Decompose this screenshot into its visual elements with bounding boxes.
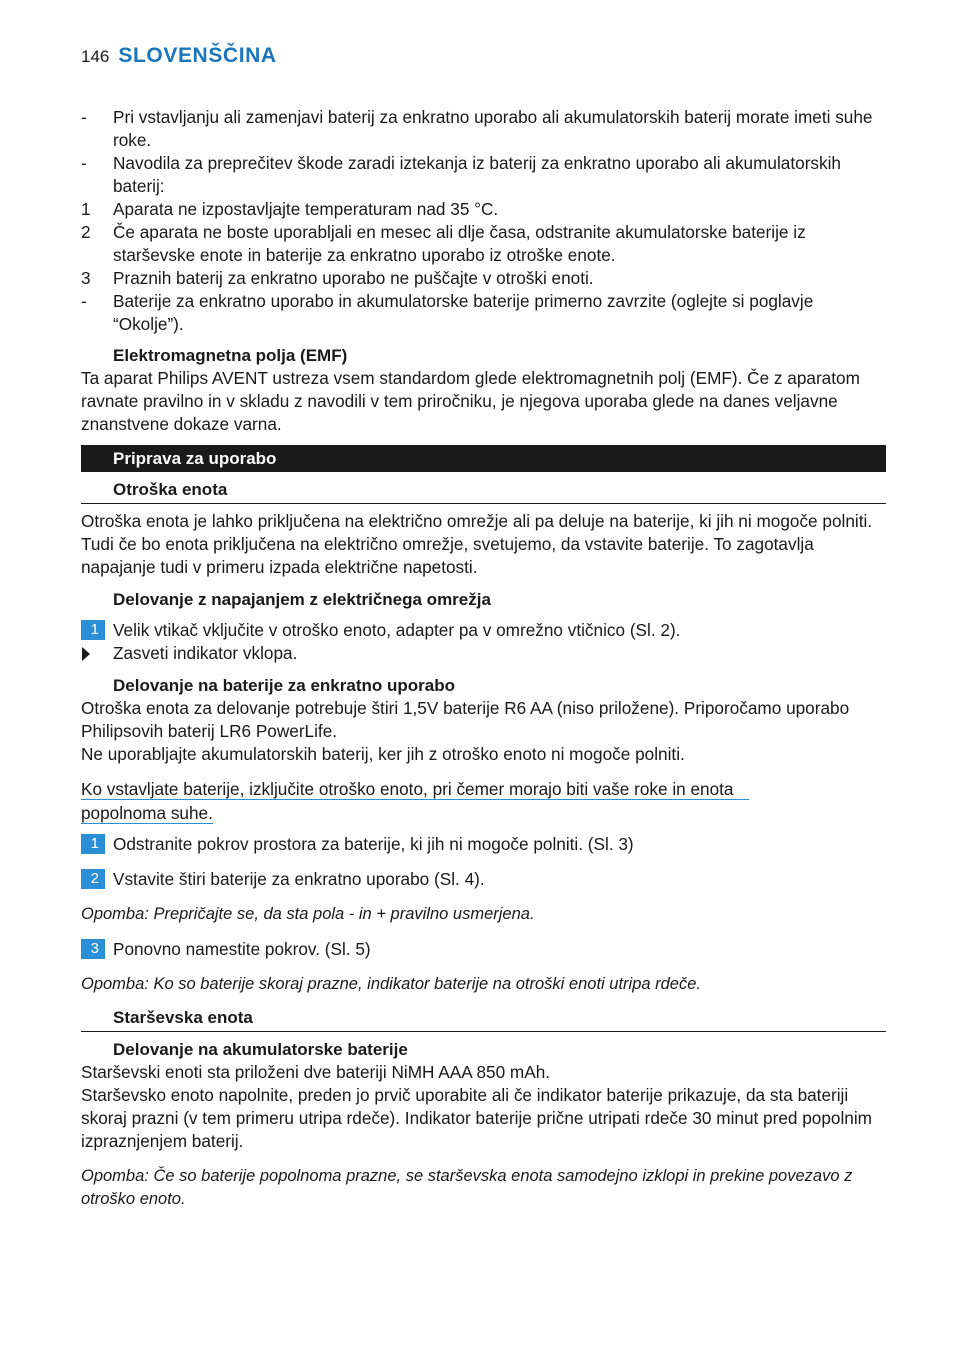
- list-item: [81, 267, 886, 290]
- step-text: Velik vtikač vključite v otroško enoto, adapter pa v omrežno vtičnico (Sl. 2).: [113, 620, 681, 640]
- note-low-battery: Opomba: Ko so baterije skoraj prazne, indikator baterije na otroški enoti utripa rdeče.: [81, 975, 701, 993]
- rechargeable-heading: Delovanje na akumulatorske baterije: [113, 1040, 408, 1059]
- note-polarity: Opomba: Prepričajte se, da sta pola - in + pravilno usmerjena.: [81, 905, 535, 923]
- list-item-text: Baterije za enkratno uporabo in akumulatorske baterije primerno zavrzite (oglejte si poglavje “Okolje”).: [113, 291, 814, 334]
- language-title: SLOVENŠČINA: [118, 44, 277, 67]
- list-marker: -: [81, 107, 87, 127]
- list-item-text: Praznih baterij za enkratno uporabo ne puščajte v otroški enoti.: [113, 268, 594, 288]
- disposable-text-1: Otroška enota za delovanje potrebuje štiri 1,5V baterije R6 AA (niso priložene). Priporočamo uporabo Philipsovih baterij LR6 PowerLife.: [81, 698, 850, 741]
- page-content: [81, 106, 886, 1211]
- parent-unit-text-1: Starševski enoti sta priloženi dve bateriji NiMH AAA 850 mAh.: [81, 1062, 551, 1082]
- warning-line-1: Ko vstavljate baterije, izključite otroško enoto, pri čemer morajo biti vaše roke in enota: [81, 779, 749, 800]
- step-number: 1: [81, 834, 105, 854]
- list-marker: -: [81, 291, 87, 311]
- warning-line-2: popolnoma suhe.: [81, 803, 213, 823]
- section-title-bar: Priprava za uporabo: [81, 445, 886, 472]
- parent-unit-text-2: Starševsko enoto napolnite, preden jo prvič uporabite ali če indikator baterije prikazuje, da sta bateriji skoraj prazni (v tem primeru utripa rdeče). Indikator baterije prične utripati rdeče 30 minut pred popolnim izpraznjenjem baterij.: [81, 1085, 872, 1151]
- result-arrow-icon: [82, 647, 90, 661]
- page-header: [81, 44, 277, 78]
- mains-heading: Delovanje z napajanjem z električnega omrežja: [113, 590, 491, 609]
- list-item: [81, 221, 886, 267]
- list-item: [81, 198, 886, 221]
- emf-heading: Elektromagnetna polja (EMF): [113, 346, 348, 365]
- parent-unit-heading: Starševska enota: [81, 1006, 886, 1032]
- list-marker: 2: [81, 222, 91, 242]
- step-number: 1: [81, 620, 105, 640]
- intro-list: [81, 106, 886, 336]
- page-number: 146: [81, 47, 110, 66]
- list-marker: 3: [81, 268, 91, 288]
- result-item: [81, 642, 886, 665]
- step-number: 2: [81, 869, 105, 889]
- list-item-text: Navodila za preprečitev škode zaradi iztekanja iz baterij za enkratno uporabo ali akumulatorskih baterij:: [113, 153, 841, 196]
- disposable-heading: Delovanje na baterije za enkratno uporabo: [113, 676, 455, 695]
- list-item-text: Pri vstavljanju ali zamenjavi baterij za enkratno uporabo ali akumulatorskih baterij morate imeti suhe roke.: [113, 107, 873, 150]
- step-item: [81, 833, 886, 856]
- list-item-text: Aparata ne izpostavljajte temperaturam nad 35 °C.: [113, 199, 499, 219]
- warning-block: [81, 777, 886, 825]
- step-text: Odstranite pokrov prostora za baterije, ki jih ni mogoče polniti. (Sl. 3): [113, 834, 634, 854]
- step-number: 3: [81, 939, 105, 959]
- list-marker: -: [81, 153, 87, 173]
- result-text: Zasveti indikator vklopa.: [113, 643, 298, 663]
- note-empty-battery: Opomba: Če so baterije popolnoma prazne, se starševska enota samodejno izklopi in prekine povezavo z otroško enoto.: [81, 1167, 853, 1208]
- step-item: [81, 619, 886, 642]
- disposable-text-2: Ne uporabljajte akumulatorskih baterij, ker jih z otroško enoto ni mogoče polniti.: [81, 744, 685, 764]
- step-item: [81, 868, 886, 891]
- list-item: [81, 290, 886, 336]
- emf-text: Ta aparat Philips AVENT ustreza vsem standardom glede elektromagnetnih polj (EMF). Če z aparatom ravnate pravilno in v skladu z navodili v tem priročniku, je njegova uporaba glede na danes veljavne znanstvene dokaze varna.: [81, 368, 860, 434]
- step-text: Ponovno namestite pokrov. (Sl. 5): [113, 939, 371, 959]
- step-item: [81, 938, 886, 961]
- list-item: [81, 152, 886, 198]
- step-text: Vstavite štiri baterije za enkratno uporabo (Sl. 4).: [113, 869, 485, 889]
- baby-unit-heading: Otroška enota: [81, 478, 886, 504]
- list-marker: 1: [81, 199, 91, 219]
- baby-unit-text: Otroška enota je lahko priključena na električno omrežje ali pa deluje na baterije, ki jih ni mogoče polniti. Tudi če bo enota priključena na električno omrežje, svetujemo, da vstavite baterije. To zagotavlja napajanje tudi v primeru izpada električne napetosti.: [81, 511, 873, 577]
- list-item: [81, 106, 886, 152]
- list-item-text: Če aparata ne boste uporabljali en mesec ali dlje časa, odstranite akumulatorske baterije iz starševske enote in baterije za enkratno uporabo iz otroške enote.: [113, 222, 806, 265]
